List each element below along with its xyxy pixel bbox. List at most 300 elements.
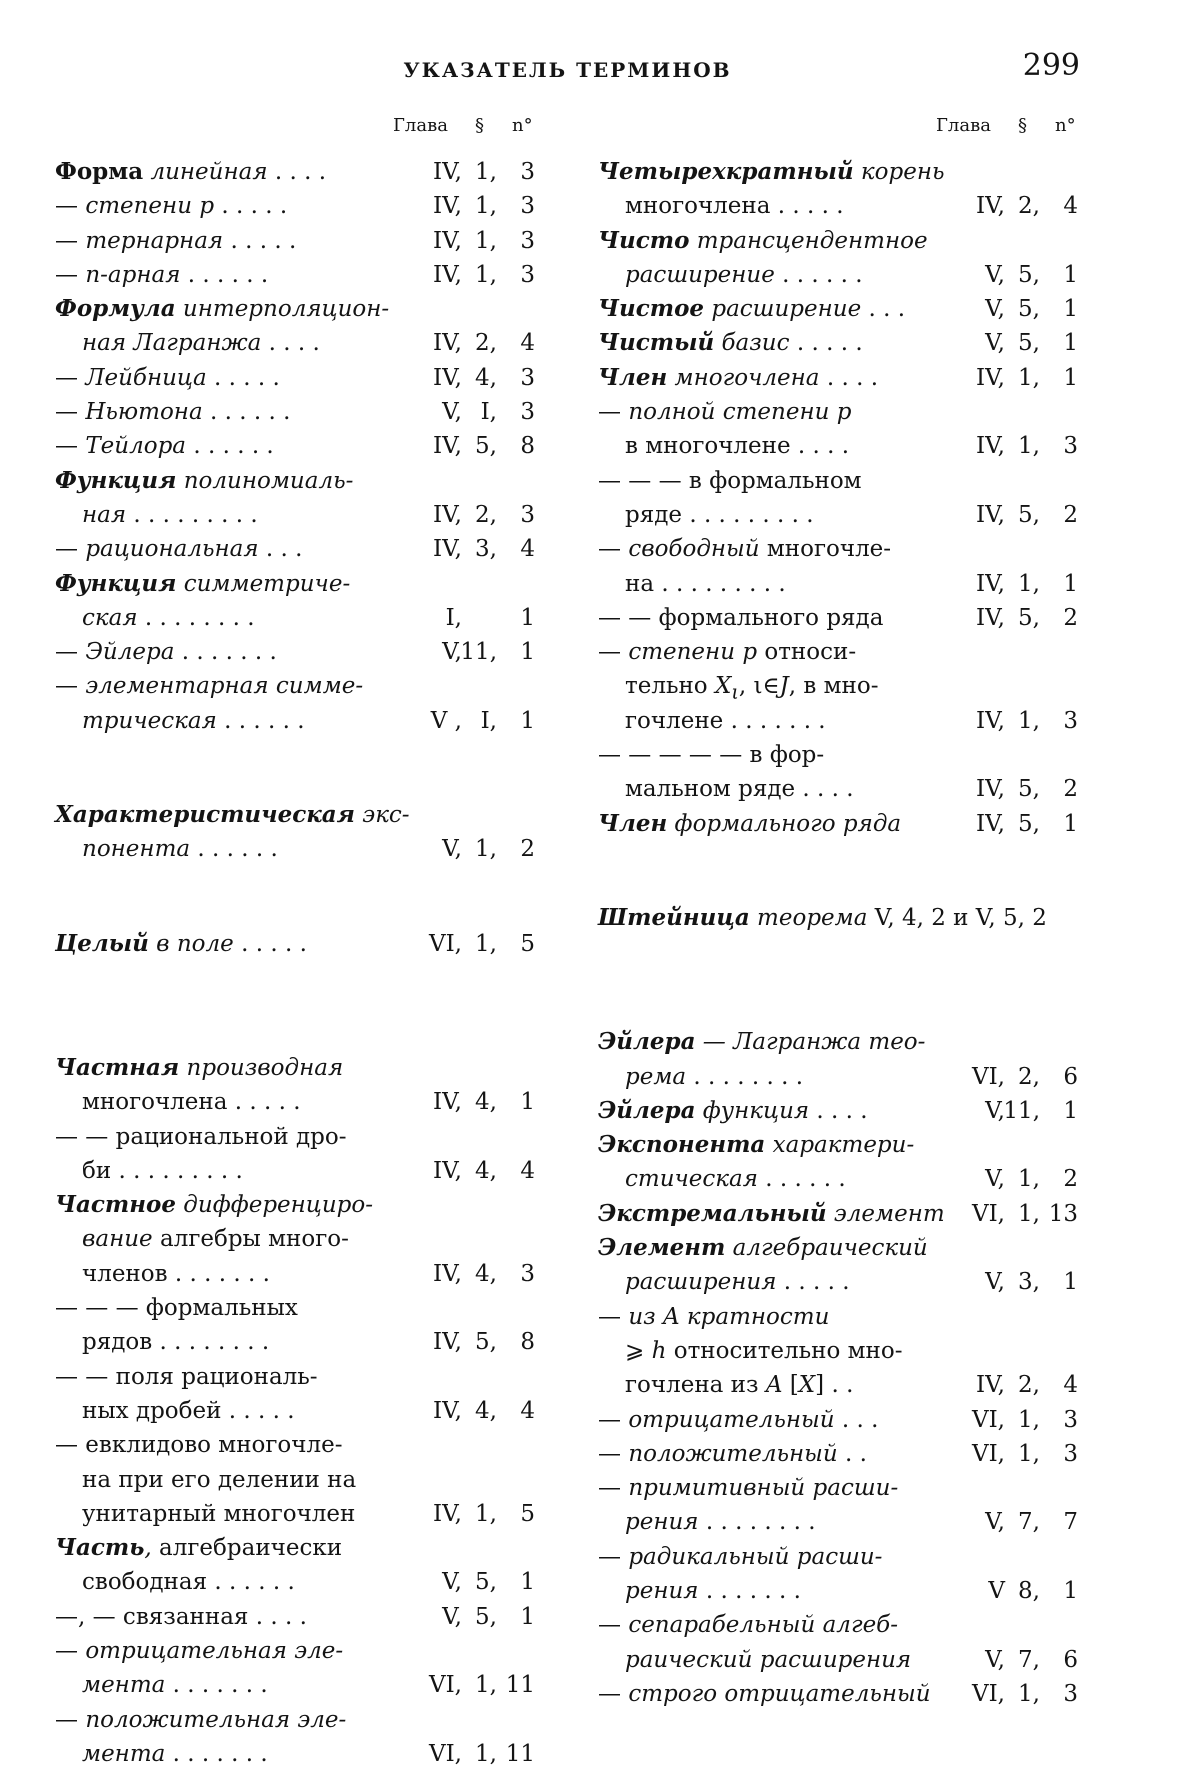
entry-line: [598, 1334, 1098, 1368]
entry-text: — Эйлера . . . . . . .: [55, 639, 277, 666]
index-entry: [598, 1231, 1098, 1300]
entry-line: [55, 1463, 555, 1497]
index-entry: [598, 1437, 1098, 1471]
chapter-ref: IV,: [976, 810, 1005, 837]
entry-line: [55, 927, 555, 961]
index-entry: [598, 361, 1098, 395]
entry-line: [55, 1325, 555, 1359]
number-ref: 11: [505, 1672, 535, 1699]
section-ref: 1,: [1018, 433, 1040, 460]
index-entry: [598, 1300, 1098, 1403]
entry-line: [55, 798, 555, 832]
entry-text: Форма линейная . . . .: [55, 158, 327, 185]
chapter-ref: IV,: [433, 1260, 462, 1287]
number-ref: 2: [1063, 1166, 1078, 1193]
index-entry: [598, 635, 1098, 738]
entry-line: [55, 1668, 555, 1702]
index-entry: [55, 1291, 555, 1360]
chapter-ref: IV,: [433, 1500, 462, 1527]
entry-line: [598, 1677, 1098, 1711]
spacer: [598, 841, 1098, 871]
entry-line: [598, 1471, 1098, 1505]
number-ref: 2: [1063, 776, 1078, 803]
entry-text: свободная . . . . . .: [82, 1569, 295, 1596]
entry-text: — n-арная . . . . . .: [55, 261, 269, 288]
number-ref: 1: [1063, 1097, 1078, 1124]
entry-line: [55, 1188, 555, 1222]
entry-line: [598, 567, 1098, 601]
entry-text: — степени p относи-: [598, 639, 857, 666]
number-ref: 2: [1063, 501, 1078, 528]
entry-line: [55, 189, 555, 223]
entry-line: [55, 1085, 555, 1119]
index-entry: [598, 1677, 1098, 1711]
entry-line: [55, 1428, 555, 1462]
chapter-ref: IV,: [433, 330, 462, 357]
section-ref: 2,: [1018, 193, 1040, 220]
chapter-ref: IV,: [976, 604, 1005, 631]
section-ref: 8,: [1018, 1577, 1040, 1604]
spacer: [598, 965, 1098, 995]
entry-text: членов . . . . . . .: [82, 1260, 270, 1287]
number-ref: 4: [520, 1157, 535, 1184]
entry-text: Формула интерполяцион-: [55, 295, 390, 323]
index-entry: [598, 601, 1098, 635]
chapter-ref: IV,: [433, 261, 462, 288]
entry-line: [55, 1120, 555, 1154]
entry-text: — Ньютона . . . . . .: [55, 399, 291, 426]
entry-text: унитарный многочлен: [82, 1500, 356, 1527]
entry-text: мента . . . . . . .: [82, 1740, 268, 1767]
number-ref: 4: [520, 536, 535, 563]
entry-text: Член многочлена . . . .: [598, 363, 879, 391]
entry-line: [598, 1574, 1098, 1608]
entry-text: Экспонента характери-: [598, 1131, 915, 1159]
chapter-ref: V,: [985, 261, 1005, 288]
index-entry: [598, 532, 1098, 601]
entry-line: [598, 772, 1098, 806]
number-ref: 1: [520, 639, 535, 666]
entry-line: [598, 1505, 1098, 1539]
entry-line: [55, 1051, 555, 1085]
index-entry: [598, 395, 1098, 464]
section-ref: 5,: [1018, 296, 1040, 323]
index-entry: [55, 635, 555, 669]
entry-text: ⩾ h относительно мно-: [625, 1337, 903, 1364]
spacer: [55, 897, 555, 927]
index-entry: [598, 1608, 1098, 1677]
entry-line: [598, 669, 1098, 703]
section-ref: 1,: [475, 930, 497, 957]
entry-text: расширения . . . . .: [625, 1269, 850, 1296]
entry-line: [55, 155, 555, 189]
section-ref: 1,: [475, 193, 497, 220]
index-entry: [55, 1531, 555, 1600]
entry-line: [598, 1403, 1098, 1437]
spacer: [55, 738, 555, 768]
chapter-ref: IV,: [976, 570, 1005, 597]
entry-text: — строго отрицательный: [598, 1680, 931, 1707]
chapter-ref: IV,: [433, 433, 462, 460]
number-ref: 1: [1063, 1577, 1078, 1604]
entry-line: [598, 704, 1098, 738]
entry-text: Экстремальный элемент: [598, 1199, 945, 1227]
section-ref: 5,: [475, 1329, 497, 1356]
entry-line: [598, 601, 1098, 635]
number-ref: 5: [520, 930, 535, 957]
chapter-ref: IV,: [433, 364, 462, 391]
chapter-ref: V,: [442, 1603, 462, 1630]
section-ref: 1,: [1018, 707, 1040, 734]
section-ref: I,: [480, 707, 497, 734]
page-header: [55, 48, 1080, 98]
chapter-ref: VI,: [428, 1672, 462, 1699]
chapter-ref: IV,: [433, 1157, 462, 1184]
entry-text: — — — формальных: [55, 1295, 298, 1322]
index-entry: [598, 807, 1098, 841]
number-ref: 3: [520, 159, 535, 185]
chapter-ref: V,: [442, 639, 462, 666]
section-heading: §: [475, 115, 484, 136]
index-entry: [55, 669, 555, 738]
number-ref: 3: [520, 261, 535, 288]
number-ref: 3: [520, 227, 535, 254]
entry-line: [55, 1600, 555, 1634]
entry-text: — радикальный расши-: [598, 1543, 883, 1570]
entry-line: [598, 258, 1098, 292]
chapter-ref: IV,: [976, 501, 1005, 528]
section-ref: 5,: [1018, 330, 1040, 357]
chapter-ref: V,: [985, 330, 1005, 357]
entry-line: [598, 1197, 1098, 1231]
entry-line: [55, 1703, 555, 1737]
index-entry: [55, 361, 555, 395]
chapter-ref: VI,: [428, 930, 462, 957]
entry-line: [55, 1634, 555, 1668]
spacer: [55, 961, 555, 991]
section-ref: 1,: [475, 261, 497, 288]
number-ref: 1: [520, 707, 535, 734]
entry-line: [55, 361, 555, 395]
index-entry: [598, 1471, 1098, 1540]
entry-line: [598, 1162, 1098, 1196]
entry-text: раический расширения: [625, 1646, 912, 1673]
section-ref: 2,: [475, 501, 497, 528]
chapter-ref: VI,: [971, 1406, 1005, 1433]
entry-line: [55, 1291, 555, 1325]
entry-text: — элементарная симме-: [55, 673, 364, 700]
entry-line: [598, 429, 1098, 463]
index-entry: [55, 464, 555, 533]
entry-line: [598, 1060, 1098, 1094]
number-ref: 1: [1063, 261, 1078, 288]
entry-text: Целый в поле . . . . .: [55, 929, 307, 957]
entry-text: в многочлене . . . .: [625, 433, 850, 460]
entry-text: — — рациональной дро-: [55, 1123, 347, 1150]
entry-text: — примитивный расши-: [598, 1475, 899, 1502]
number-ref: 7: [1063, 1509, 1078, 1536]
entry-text: вание алгебры много-: [82, 1226, 349, 1253]
index-entry: [598, 224, 1098, 293]
entry-line: [598, 1300, 1098, 1334]
entry-text: — положительный . .: [598, 1440, 867, 1467]
entry-line: [598, 901, 1098, 935]
number-ref: 1: [1063, 570, 1078, 597]
entry-text: ряде . . . . . . . . .: [625, 501, 814, 528]
entry-line: [598, 1608, 1098, 1642]
index-entry: [55, 927, 555, 961]
section-ref: 5,: [1018, 776, 1040, 803]
spacer: [55, 867, 555, 897]
chapter-ref: IV,: [433, 1329, 462, 1356]
entry-text: рема . . . . . . . .: [625, 1063, 804, 1090]
index-entry: [55, 224, 555, 258]
index-entry: [598, 155, 1098, 224]
entry-text: многочлена . . . . .: [625, 193, 844, 220]
index-entry: [55, 1360, 555, 1429]
section-ref: 1,: [1018, 1406, 1040, 1433]
index-entry: [598, 1128, 1098, 1197]
entry-line: [55, 464, 555, 498]
number-ref: 2: [1063, 604, 1078, 631]
index-entry: [55, 292, 555, 361]
index-column-left: [55, 115, 555, 1771]
number-ref: 3: [520, 193, 535, 220]
spacer: [598, 935, 1098, 965]
entry-text: гочлена из A [X] . .: [625, 1372, 854, 1399]
entry-line: [598, 1540, 1098, 1574]
number-ref: 4: [1063, 193, 1078, 220]
entry-line: [598, 224, 1098, 258]
entry-text: Характеристическая экс-: [55, 801, 410, 829]
index-entry: [55, 189, 555, 223]
entry-text: Элемент алгебраический: [598, 1234, 928, 1262]
section-ref: 1,: [1018, 364, 1040, 391]
entry-line: [55, 1497, 555, 1531]
entry-text: Частное дифференциро-: [55, 1191, 374, 1219]
entry-line: [55, 635, 555, 669]
entry-text: расширение . . . . . .: [625, 261, 863, 288]
section-ref: 5,: [475, 1569, 497, 1596]
entry-text: —, — связанная . . . .: [55, 1603, 307, 1630]
index-entry: [55, 567, 555, 636]
section-ref: 1,: [1018, 1200, 1040, 1227]
chapter-heading: Глава: [393, 115, 448, 136]
section-ref: 1,: [1018, 1166, 1040, 1193]
chapter-ref: V ,: [430, 707, 462, 734]
entry-line: [55, 1360, 555, 1394]
index-entry: [598, 901, 1098, 935]
number-ref: 1: [1063, 1269, 1078, 1296]
number-ref: 1: [1063, 364, 1078, 391]
chapter-ref: V,: [985, 1509, 1005, 1536]
page-title: УКАЗАТЕЛЬ ТЕРМИНОВ: [403, 58, 732, 82]
chapter-ref: V,: [442, 399, 462, 426]
entry-line: [598, 1128, 1098, 1162]
section-ref: 7,: [1018, 1509, 1040, 1536]
entry-line: [598, 1643, 1098, 1677]
entry-text: мента . . . . . . .: [82, 1672, 268, 1699]
section-ref: 1,: [1018, 1680, 1040, 1707]
entry-line: [55, 292, 555, 326]
index-entry: [55, 1120, 555, 1189]
index-entry: [55, 258, 555, 292]
entry-text: рения . . . . . . .: [625, 1577, 801, 1604]
spacer: [598, 871, 1098, 901]
section-ref: 4,: [475, 1260, 497, 1287]
number-ref: 3: [520, 364, 535, 391]
entry-text: — евклидово многочле-: [55, 1432, 343, 1459]
section-ref: 3,: [475, 536, 497, 563]
number-ref: 3: [1063, 1440, 1078, 1467]
entry-text: — Лейбница . . . . .: [55, 364, 280, 391]
entry-text: — тернарная . . . . .: [55, 227, 297, 254]
entry-line: [598, 738, 1098, 772]
entry-line: [55, 567, 555, 601]
index-entry: [55, 1600, 555, 1634]
index-entry: [55, 395, 555, 429]
entry-line: [598, 326, 1098, 360]
number-ref: 3: [1063, 1680, 1078, 1707]
entry-line: [598, 498, 1098, 532]
chapter-ref: IV,: [433, 501, 462, 528]
entry-line: [55, 1257, 555, 1291]
section-ref: 1,: [1018, 1440, 1040, 1467]
number-ref: 4: [520, 330, 535, 357]
index-entry: [598, 738, 1098, 807]
entry-text: ная Лагранжа . . . .: [82, 330, 320, 357]
chapter-ref: IV,: [433, 1089, 462, 1116]
chapter-ref: VI,: [971, 1680, 1005, 1707]
number-ref: 3: [1063, 707, 1078, 734]
entry-line: [598, 1368, 1098, 1402]
entry-line: [55, 498, 555, 532]
section-ref: 7,: [1018, 1646, 1040, 1673]
number-heading: n°: [1055, 115, 1076, 136]
entry-line: [55, 1565, 555, 1599]
index-entry: [55, 1051, 555, 1120]
chapter-ref: IV,: [976, 193, 1005, 220]
entry-text: ская . . . . . . . .: [82, 604, 255, 631]
section-ref: 3,: [1018, 1269, 1040, 1296]
chapter-ref: V,: [985, 296, 1005, 323]
chapter-ref: IV,: [976, 707, 1005, 734]
entry-line: [55, 1531, 555, 1565]
section-ref: 1,: [475, 1672, 497, 1699]
entry-text: — отрицательная эле-: [55, 1637, 344, 1664]
index-entry: [55, 532, 555, 566]
entry-line: [598, 1231, 1098, 1265]
number-ref: 1: [520, 604, 535, 631]
number-ref: 1: [1063, 330, 1078, 357]
entry-text: Часть, алгебраически: [55, 1534, 343, 1562]
entry-line: [55, 395, 555, 429]
section-ref: 1,: [475, 1740, 497, 1767]
number-ref: 1: [520, 1089, 535, 1116]
section-ref: 4,: [475, 1397, 497, 1424]
entry-text: на при его делении на: [82, 1466, 357, 1493]
entry-text: на . . . . . . . . .: [625, 570, 786, 597]
entry-text: трическая . . . . . .: [82, 707, 305, 734]
chapter-ref: VI,: [428, 1740, 462, 1767]
entry-text: гочлене . . . . . . .: [625, 707, 826, 734]
entry-line: [55, 1737, 555, 1771]
entry-text: Чистое расширение . . .: [598, 295, 906, 323]
entry-line: [55, 601, 555, 635]
number-ref: 4: [1063, 1372, 1078, 1399]
index-entry: [598, 1403, 1098, 1437]
spacer: [55, 991, 555, 1021]
number-ref: 4: [520, 1397, 535, 1424]
number-heading: n°: [512, 115, 533, 136]
index-entry: [55, 1188, 555, 1291]
entry-line: [598, 532, 1098, 566]
entry-text: ных дробей . . . . .: [82, 1397, 295, 1424]
section-ref: 11,: [1003, 1097, 1040, 1124]
chapter-ref: V,: [985, 1646, 1005, 1673]
index-entry: [598, 292, 1098, 326]
number-ref: 6: [1063, 1063, 1078, 1090]
entry-text: Функция полиномиаль-: [55, 466, 354, 494]
entry-text: Функция симметриче-: [55, 569, 351, 597]
chapter-ref: IV,: [433, 227, 462, 254]
chapter-ref: VI,: [971, 1063, 1005, 1090]
spacer: [55, 1021, 555, 1051]
number-ref: 1: [1063, 810, 1078, 837]
index-entry: [55, 1428, 555, 1531]
index-entry: [55, 1634, 555, 1703]
chapter-ref: V,: [442, 836, 462, 863]
index-entry: [55, 1703, 555, 1772]
number-ref: 3: [520, 399, 535, 426]
number-ref: 3: [520, 501, 535, 528]
entry-text: би . . . . . . . . .: [82, 1157, 243, 1184]
page-number: 299: [1022, 48, 1080, 83]
number-ref: 3: [1063, 433, 1078, 460]
entry-text: Штейница теорема V, 4, 2 и V, 5, 2: [598, 903, 1047, 931]
spacer: [598, 995, 1098, 1025]
section-ref: I,: [480, 399, 497, 426]
section-ref: 2,: [1018, 1372, 1040, 1399]
entry-line: [598, 1094, 1098, 1128]
entry-text: — свободный многочле-: [598, 536, 892, 563]
entry-text: — — — в формальном: [598, 467, 862, 494]
chapter-ref: V: [988, 1577, 1005, 1604]
section-ref: 1,: [475, 836, 497, 863]
section-ref: 1,: [1018, 570, 1040, 597]
entry-text: Четырехкратный корень: [598, 158, 945, 185]
section-ref: 2,: [1018, 1063, 1040, 1090]
section-ref: 5,: [1018, 261, 1040, 288]
index-entry: [55, 798, 555, 867]
entry-line: [55, 832, 555, 866]
chapter-ref: IV,: [433, 159, 462, 185]
section-ref: 11,: [460, 639, 497, 666]
section-heading: §: [1018, 115, 1027, 136]
entry-text: Член формального ряда: [598, 809, 902, 837]
number-ref: 11: [505, 1740, 535, 1767]
section-ref: 5,: [475, 1603, 497, 1630]
entry-line: [55, 1222, 555, 1256]
chapter-ref: V,: [985, 1166, 1005, 1193]
spacer: [55, 768, 555, 798]
column-header: [598, 115, 1098, 155]
entry-line: [598, 395, 1098, 429]
number-ref: 3: [1063, 1406, 1078, 1433]
entry-line: [598, 361, 1098, 395]
entry-text: — — — — — в фор-: [598, 742, 825, 769]
index-entry: [598, 1197, 1098, 1231]
